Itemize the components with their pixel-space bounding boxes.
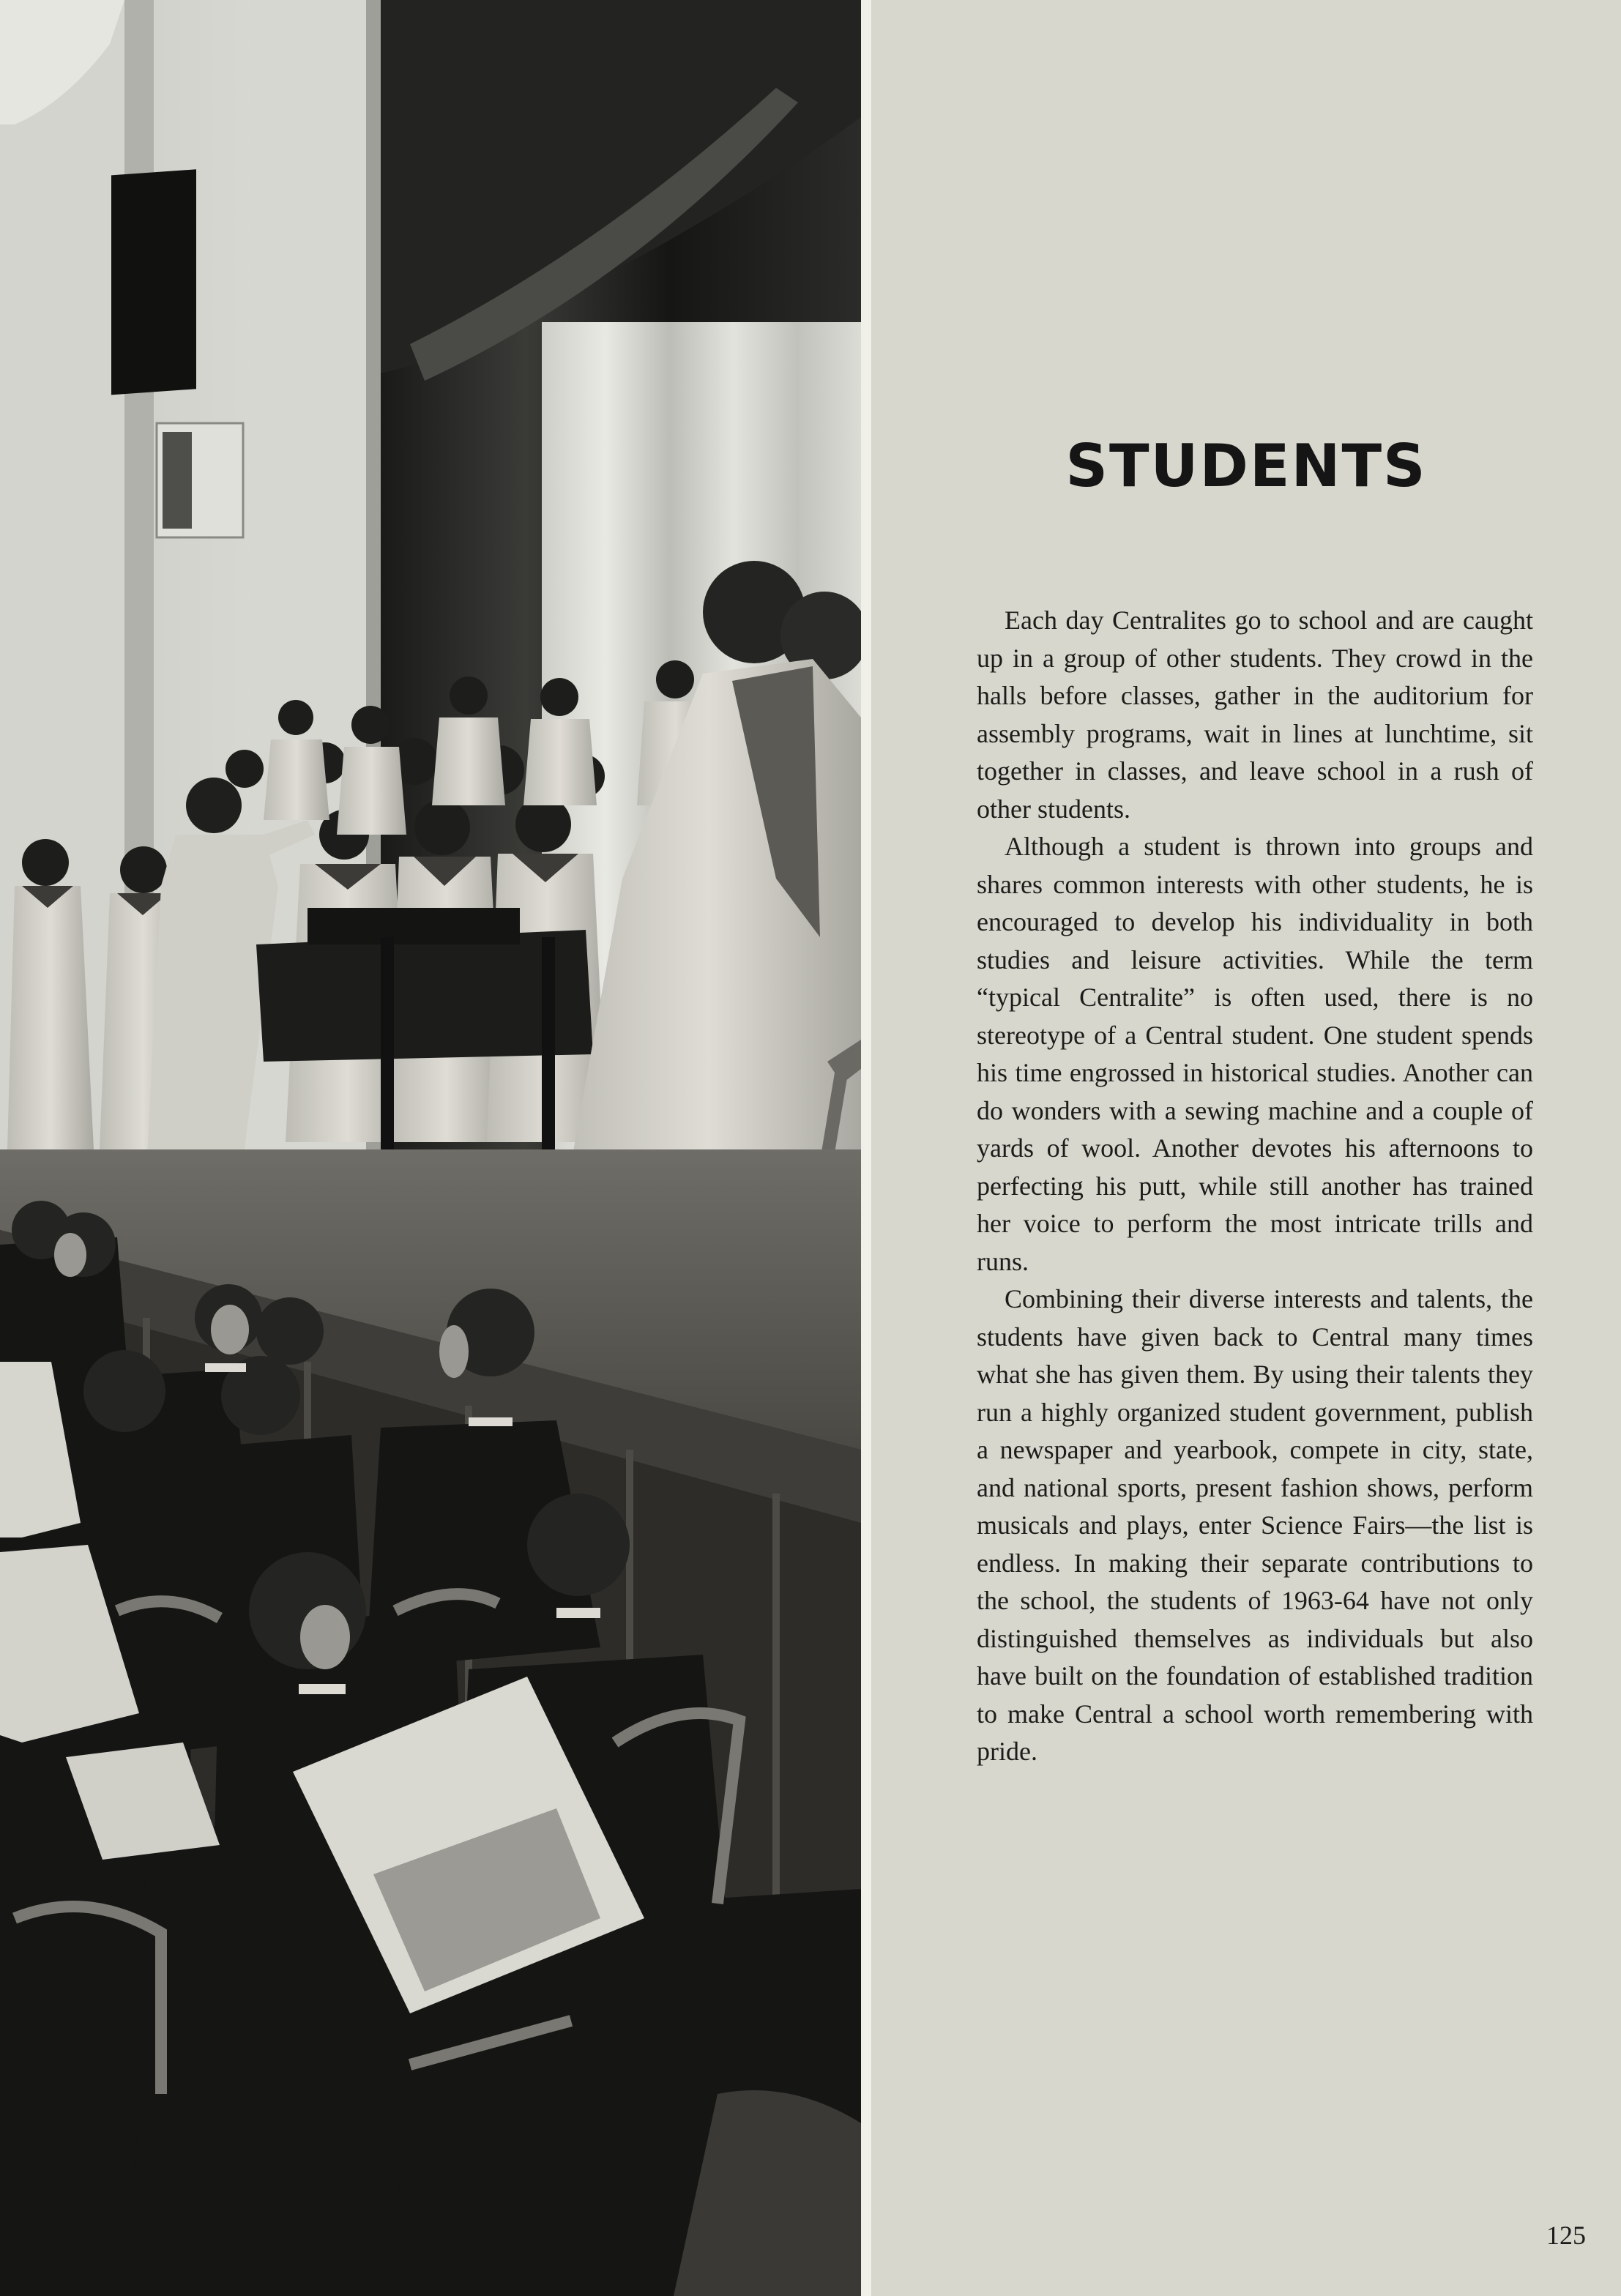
paragraph-3: Combining their diverse interests and talents, the students have given back to Central many times what she has given them. By using their talents they run a highly organized student government, publish a newspaper and yearbook, compete in city, state, and national sports, present fashion shows, perform musicals and plays, enter Science Fairs—the list is endless. In making their separate contributions to the school, the students of 1963-64 have not only distinguished themselves as individuals but also have built on the foundation of established tradition to make Central a school worth remembering with pride. bbox=[977, 1284, 1533, 1766]
page-title: STUDENTS bbox=[1065, 432, 1427, 500]
paragraph-1: Each day Centralites go to school and are caught up in a group of other students. They crowd in the halls before classes, gather in the auditorium for assembly programs, wait in lines at lunchtime, sit together in classes, and leave school in a rush of other students. bbox=[977, 605, 1533, 824]
page-gutter bbox=[861, 0, 871, 2296]
text-panel bbox=[871, 0, 1621, 2296]
body-copy bbox=[977, 602, 1533, 1771]
page-number: 125 bbox=[1546, 2221, 1586, 2250]
paragraph-2: Although a student is thrown into groups and shares common interests with other students, he is encouraged to develop his individuality in both studies and leisure activities. While the term “typical Centralite” is often used, there is no stereotype of a Central student. One student spends his time engrossed in historical studies. Another can do wonders with a sewing machine and a couple of yards of wool. Another devotes his afternoons to perfecting his putt, while still another has trained her voice to perform the most intricate trills and runs. bbox=[977, 832, 1533, 1276]
